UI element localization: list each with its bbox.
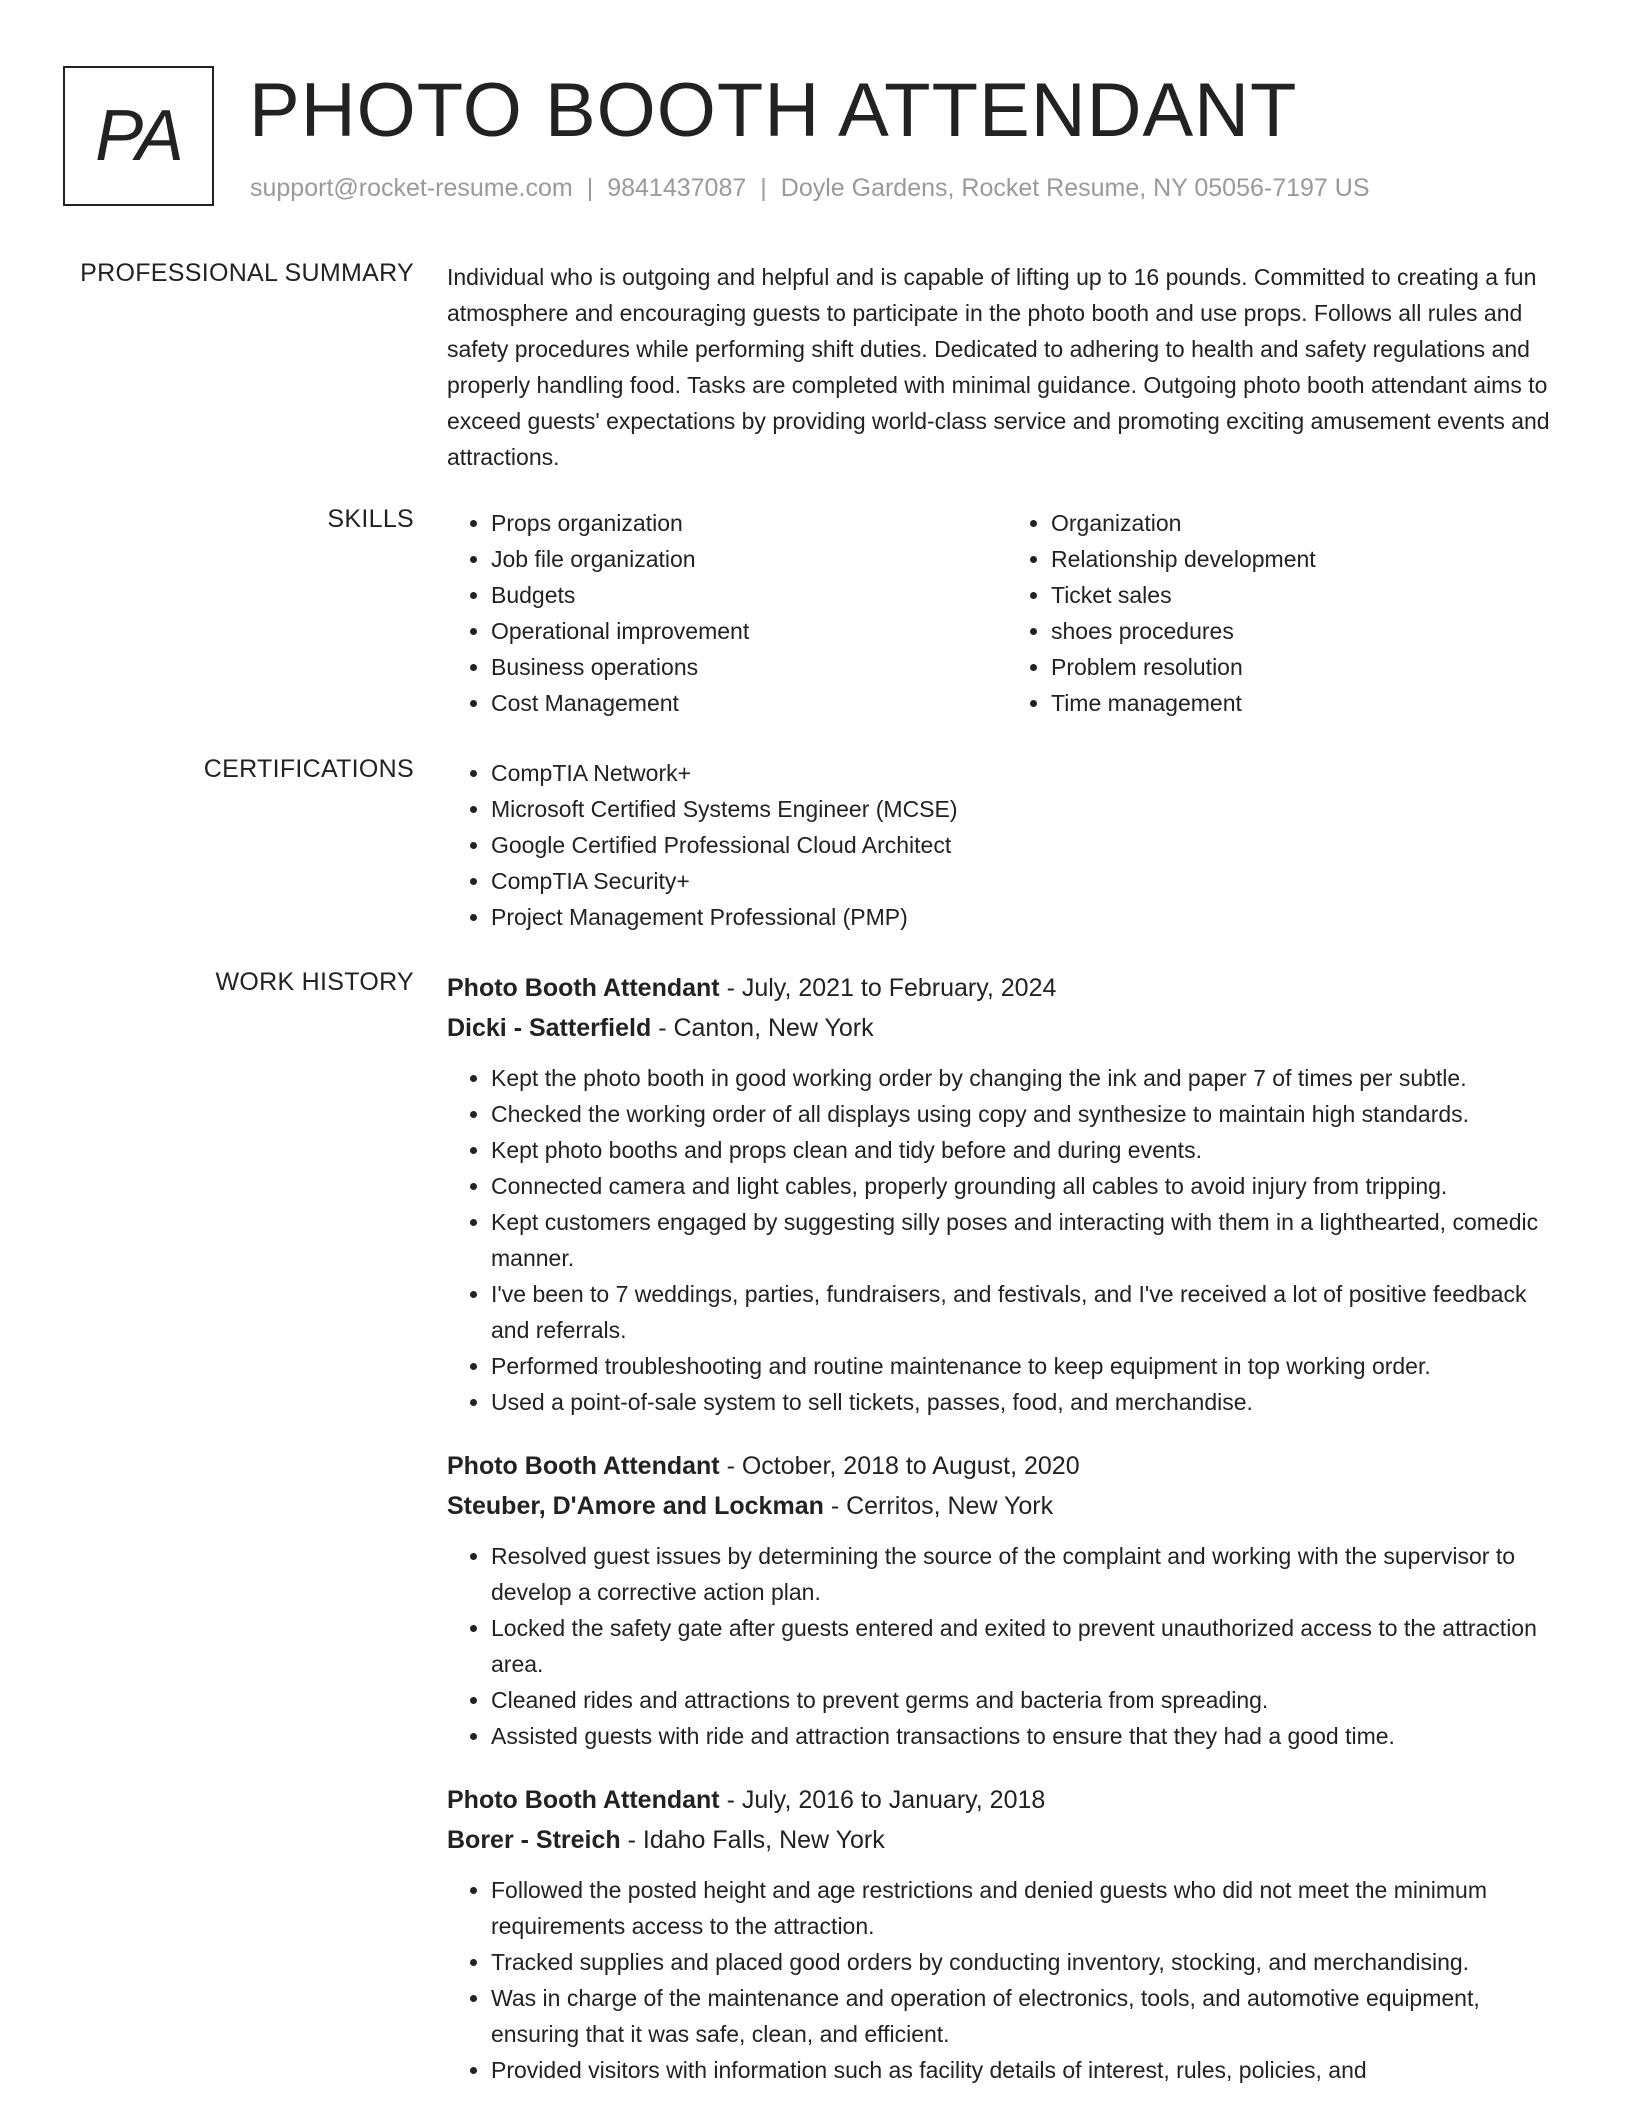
job-dates: - October, 2018 to August, 2020 bbox=[726, 1452, 1080, 1480]
job-bullet: • Locked the safety gate after guests entered and exited to prevent unauthorized access to the attraction area. bbox=[491, 1610, 1567, 1682]
job-bullet: • Cleaned rides and attractions to prevent germs and bacteria from spreading. bbox=[491, 1682, 1567, 1718]
job-title: Photo Booth Attendant bbox=[447, 1452, 720, 1480]
job-title: Photo Booth Attendant bbox=[447, 974, 720, 1002]
job-bullet: • I've been to 7 weddings, parties, fundraisers, and festivals, and I've received a lot of positive feedback and referrals. bbox=[491, 1276, 1567, 1348]
job-bullet: • Followed the posted height and age restrictions and denied guests who did not meet the minimum requirements access to the attraction. bbox=[491, 1872, 1567, 1944]
certification-item: • Microsoft Certified Systems Engineer (MCSE) bbox=[491, 791, 1567, 827]
contact-separator: | bbox=[760, 174, 767, 202]
job-bullet: • Kept photo booths and props clean and tidy before and during events. bbox=[491, 1132, 1567, 1168]
job-entry bbox=[447, 1446, 1567, 1754]
job-title-line bbox=[447, 968, 1567, 1008]
job-company: Steuber, D'Amore and Lockman bbox=[447, 1492, 824, 1520]
job-title-line bbox=[447, 1780, 1567, 1820]
skill-item: • shoes procedures bbox=[1051, 613, 1567, 649]
skill-item: • Organization bbox=[1051, 505, 1567, 541]
certification-item: • CompTIA Security+ bbox=[491, 863, 1567, 899]
job-location: - Canton, New York bbox=[658, 1014, 874, 1042]
skill-item: • Time management bbox=[1051, 685, 1567, 721]
skills-body bbox=[447, 505, 1567, 721]
job-bullet: • Tracked supplies and placed good orders by conducting inventory, stocking, and merchandising. bbox=[491, 1944, 1567, 1980]
skills-list-left bbox=[447, 505, 1007, 721]
job-bullet: • Resolved guest issues by determining the source of the complaint and working with the supervisor to develop a corrective action plan. bbox=[491, 1538, 1567, 1610]
job-bullet: • Assisted guests with ride and attraction transactions to ensure that they had a good time. bbox=[491, 1718, 1567, 1754]
job-bullets bbox=[447, 1538, 1567, 1754]
summary-text: Individual who is outgoing and helpful and is capable of lifting up to 16 pounds. Committed to creating a fun atmosphere and encouraging guests to participate in the photo booth and use props. Follows all rules and safety procedures while performing shift duties. Dedicated to adhering to health and safety regulations and properly handling food. Tasks are completed with minimal guidance. Outgoing photo booth attendant aims to exceed guests' expectations by providing world-class service and promoting exciting amusement events and attractions. bbox=[447, 264, 1550, 470]
job-entry bbox=[447, 1780, 1567, 2088]
skill-item: • Operational improvement bbox=[491, 613, 1007, 649]
skill-item: • Business operations bbox=[491, 649, 1007, 685]
job-bullet: • Performed troubleshooting and routine maintenance to keep equipment in top working order. bbox=[491, 1348, 1567, 1384]
job-bullet: • Kept customers engaged by suggesting silly poses and interacting with them in a lighthearted, comedic manner. bbox=[491, 1204, 1567, 1276]
skill-item: • Props organization bbox=[491, 505, 1007, 541]
certification-item: • Google Certified Professional Cloud Architect bbox=[491, 827, 1567, 863]
skills-label: SKILLS bbox=[327, 505, 414, 533]
contact-line bbox=[250, 174, 1370, 203]
job-company-line bbox=[447, 1820, 1567, 1860]
resume-header bbox=[63, 62, 1572, 212]
job-location: - Cerritos, New York bbox=[830, 1492, 1054, 1520]
job-company-line bbox=[447, 1486, 1567, 1526]
skill-item: • Job file organization bbox=[491, 541, 1007, 577]
job-location: - Idaho Falls, New York bbox=[627, 1826, 885, 1854]
skill-item: • Cost Management bbox=[491, 685, 1007, 721]
job-entry bbox=[447, 968, 1567, 1420]
contact-address: Doyle Gardens, Rocket Resume, NY 05056-7197 US bbox=[780, 174, 1370, 202]
skill-item: • Ticket sales bbox=[1051, 577, 1567, 613]
job-bullet: • Connected camera and light cables, properly grounding all cables to avoid injury from tripping. bbox=[491, 1168, 1567, 1204]
job-company-line bbox=[447, 1008, 1567, 1048]
certifications-label: CERTIFICATIONS bbox=[203, 755, 414, 783]
skills-list-right bbox=[1007, 505, 1567, 721]
work-history-label: WORK HISTORY bbox=[215, 968, 414, 996]
job-bullet: • Used a point-of-sale system to sell tickets, passes, food, and merchandise. bbox=[491, 1384, 1567, 1420]
certifications-body bbox=[447, 755, 1567, 935]
job-bullet: • Provided visitors with information such as facility details of interest, rules, policies, and bbox=[491, 2052, 1567, 2088]
summary-body bbox=[447, 259, 1567, 475]
contact-separator: | bbox=[586, 174, 594, 202]
job-title: Photo Booth Attendant bbox=[447, 1786, 720, 1814]
job-bullet: • Was in charge of the maintenance and operation of electronics, tools, and automotive equipment, ensuring that it was safe, clean, and efficient. bbox=[491, 1980, 1567, 2052]
monogram-initials: PA bbox=[95, 96, 182, 176]
contact-email[interactable]: support@rocket-resume.com bbox=[250, 174, 573, 202]
skill-item: • Problem resolution bbox=[1051, 649, 1567, 685]
job-bullets bbox=[447, 1872, 1567, 2088]
skill-item: • Relationship development bbox=[1051, 541, 1567, 577]
job-dates: - July, 2016 to January, 2018 bbox=[726, 1786, 1046, 1814]
job-company: Borer - Streich bbox=[447, 1826, 621, 1854]
job-bullet: • Kept the photo booth in good working order by changing the ink and paper 7 of times per subtle. bbox=[491, 1060, 1567, 1096]
summary-label: PROFESSIONAL SUMMARY bbox=[80, 259, 414, 287]
job-bullet: • Checked the working order of all displays using copy and synthesize to maintain high standards. bbox=[491, 1096, 1567, 1132]
work-history-body bbox=[447, 968, 1567, 2114]
monogram-box bbox=[63, 66, 214, 206]
job-dates: - July, 2021 to February, 2024 bbox=[726, 974, 1057, 1002]
certification-item: • Project Management Professional (PMP) bbox=[491, 899, 1567, 935]
job-title-line bbox=[447, 1446, 1567, 1486]
candidate-title: PHOTO BOOTH ATTENDANT bbox=[249, 68, 1298, 153]
job-company: Dicki - Satterfield bbox=[447, 1014, 652, 1042]
skill-item: • Budgets bbox=[491, 577, 1007, 613]
certifications-list bbox=[447, 755, 1567, 935]
certification-item: • CompTIA Network+ bbox=[491, 755, 1567, 791]
contact-phone: 9841437087 bbox=[607, 174, 747, 202]
job-bullets bbox=[447, 1060, 1567, 1420]
